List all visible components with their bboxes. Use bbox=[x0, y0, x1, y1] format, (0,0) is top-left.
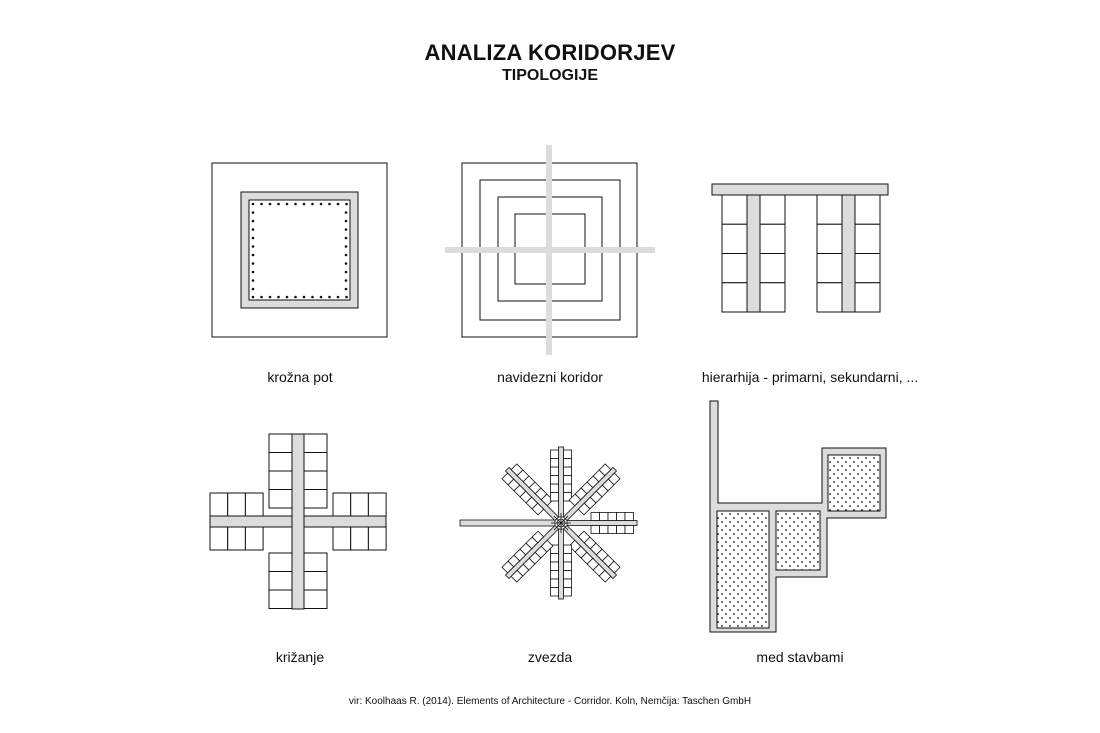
star-arm-corridor bbox=[559, 529, 564, 599]
star-arm bbox=[551, 447, 572, 517]
room-cell bbox=[551, 493, 559, 502]
room-cell bbox=[760, 195, 785, 224]
column-dot bbox=[252, 271, 255, 274]
room-cell bbox=[564, 562, 572, 571]
column-dot bbox=[345, 296, 348, 299]
room-cell bbox=[564, 579, 572, 588]
primary-corridor bbox=[712, 184, 888, 195]
room-cell bbox=[551, 579, 559, 588]
building-top bbox=[828, 455, 880, 511]
room-cell bbox=[304, 553, 327, 572]
column-dot bbox=[345, 245, 348, 248]
room-cell bbox=[351, 527, 369, 550]
room-cell bbox=[210, 527, 228, 550]
column-dot bbox=[252, 262, 255, 265]
room-cell bbox=[722, 283, 747, 312]
secondary-corridor bbox=[842, 195, 855, 312]
room-cell bbox=[368, 493, 386, 516]
room-cell bbox=[564, 554, 572, 563]
column-dot bbox=[252, 228, 255, 231]
column-dot bbox=[252, 254, 255, 257]
room-cell bbox=[551, 554, 559, 563]
room-cell bbox=[600, 526, 609, 534]
column-dot bbox=[294, 203, 297, 206]
room-cell bbox=[817, 195, 842, 224]
room-cell bbox=[269, 590, 292, 609]
room-cell bbox=[551, 562, 559, 571]
room-cell bbox=[564, 459, 572, 468]
column-dot bbox=[345, 254, 348, 257]
room-cell bbox=[564, 484, 572, 493]
column-dot bbox=[328, 203, 331, 206]
implied-corridor-horizontal bbox=[445, 247, 655, 253]
room-cell bbox=[564, 467, 572, 476]
room-cell bbox=[855, 283, 880, 312]
room-cell bbox=[245, 527, 263, 550]
column-dot bbox=[252, 203, 255, 206]
between-buildings-diagram bbox=[710, 401, 886, 632]
column-dot bbox=[269, 203, 272, 206]
room-cell bbox=[269, 434, 292, 453]
column-dot bbox=[345, 262, 348, 265]
room-cell bbox=[855, 224, 880, 253]
star-entrance-corridor bbox=[460, 520, 555, 526]
column-dot bbox=[252, 288, 255, 291]
room-cell bbox=[228, 493, 246, 516]
room-cell bbox=[617, 526, 626, 534]
room-cell bbox=[304, 471, 327, 490]
room-cell bbox=[817, 224, 842, 253]
column-dot bbox=[252, 245, 255, 248]
room-cell bbox=[368, 527, 386, 550]
room-cell bbox=[617, 513, 626, 521]
implied-corridor-diagram bbox=[445, 145, 655, 355]
column-dot bbox=[252, 296, 255, 299]
room-cell bbox=[608, 513, 617, 521]
column-dot bbox=[303, 203, 306, 206]
page-subtitle: TIPOLOGIJE bbox=[501, 67, 598, 84]
hierarchy-diagram bbox=[712, 184, 888, 312]
building-middle bbox=[776, 511, 820, 570]
caption-circular-path: krožna pot bbox=[267, 369, 333, 385]
inner-courtyard bbox=[249, 200, 350, 300]
room-cell bbox=[269, 572, 292, 591]
room-cell bbox=[551, 484, 559, 493]
room-cell bbox=[600, 513, 609, 521]
room-cell bbox=[269, 490, 292, 509]
room-cell bbox=[608, 526, 617, 534]
star-arm bbox=[551, 529, 572, 599]
column-dot bbox=[320, 203, 323, 206]
room-cell bbox=[591, 513, 600, 521]
room-cell bbox=[551, 450, 559, 459]
room-cell bbox=[551, 588, 559, 597]
room-cell bbox=[855, 254, 880, 283]
column-dot bbox=[345, 211, 348, 214]
column-dot bbox=[345, 237, 348, 240]
room-cell bbox=[625, 526, 634, 534]
room-cell bbox=[564, 545, 572, 554]
circular-path-diagram bbox=[212, 163, 387, 337]
star-arm-corridor bbox=[559, 447, 564, 517]
room-cell bbox=[304, 590, 327, 609]
room-cell bbox=[210, 493, 228, 516]
source-citation: vir: Koolhaas R. (2014). Elements of Architecture - Corridor. Koln, Nemčija: Taschen GmbH bbox=[348, 696, 752, 707]
room-cell bbox=[304, 572, 327, 591]
column-dot bbox=[260, 203, 263, 206]
column-dot bbox=[328, 296, 331, 299]
column-dot bbox=[252, 279, 255, 282]
column-dot bbox=[252, 237, 255, 240]
column-dot bbox=[320, 296, 323, 299]
room-cell bbox=[228, 527, 246, 550]
column-dot bbox=[311, 203, 314, 206]
room-cell bbox=[760, 283, 785, 312]
column-dot bbox=[252, 211, 255, 214]
room-cell bbox=[551, 459, 559, 468]
room-cell bbox=[855, 195, 880, 224]
caption-implied-corridor: navidezni koridor bbox=[497, 369, 603, 385]
room-cell bbox=[551, 467, 559, 476]
room-cell bbox=[817, 283, 842, 312]
room-cell bbox=[625, 513, 634, 521]
column-dot bbox=[260, 296, 263, 299]
room-cell bbox=[269, 553, 292, 572]
room-cell bbox=[564, 476, 572, 485]
crossing-corridor-vertical bbox=[292, 434, 304, 609]
page-title: ANALIZA KORIDORJEV bbox=[424, 40, 676, 65]
room-cell bbox=[304, 490, 327, 509]
column-dot bbox=[311, 296, 314, 299]
column-dot bbox=[345, 288, 348, 291]
room-cell bbox=[269, 471, 292, 490]
column-dot bbox=[303, 296, 306, 299]
room-cell bbox=[564, 571, 572, 580]
column-dot bbox=[345, 271, 348, 274]
caption-crossing: križanje bbox=[275, 649, 325, 665]
column-dot bbox=[277, 296, 280, 299]
column-dot bbox=[269, 296, 272, 299]
column-dot bbox=[345, 203, 348, 206]
building-large bbox=[717, 511, 769, 628]
star-arm-corridor bbox=[567, 521, 637, 526]
room-cell bbox=[245, 493, 263, 516]
room-cell bbox=[551, 476, 559, 485]
column-dot bbox=[294, 296, 297, 299]
room-cell bbox=[817, 254, 842, 283]
room-cell bbox=[333, 527, 351, 550]
column-dot bbox=[345, 279, 348, 282]
star-diagram bbox=[460, 447, 637, 599]
caption-star: zvezda bbox=[527, 649, 573, 665]
column-dot bbox=[337, 296, 340, 299]
room-cell bbox=[722, 224, 747, 253]
column-dot bbox=[286, 203, 289, 206]
caption-between-buildings: med stavbami bbox=[756, 649, 844, 665]
column-dot bbox=[252, 220, 255, 223]
room-cell bbox=[564, 588, 572, 597]
room-cell bbox=[591, 526, 600, 534]
crossing-diagram bbox=[210, 434, 386, 609]
column-dot bbox=[337, 203, 340, 206]
star-arm bbox=[567, 513, 637, 534]
column-dot bbox=[345, 228, 348, 231]
room-cell bbox=[351, 493, 369, 516]
room-cell bbox=[304, 453, 327, 472]
room-cell bbox=[564, 450, 572, 459]
column-dot bbox=[345, 220, 348, 223]
secondary-corridor bbox=[747, 195, 760, 312]
room-cell bbox=[722, 254, 747, 283]
caption-hierarchy: hierarhija - primarni, sekundarni, ... bbox=[701, 369, 919, 385]
room-cell bbox=[760, 254, 785, 283]
room-cell bbox=[722, 195, 747, 224]
column-dot bbox=[286, 296, 289, 299]
room-cell bbox=[333, 493, 351, 516]
room-cell bbox=[760, 224, 785, 253]
column-dot bbox=[277, 203, 280, 206]
room-cell bbox=[551, 571, 559, 580]
room-cell bbox=[304, 434, 327, 453]
room-cell bbox=[269, 453, 292, 472]
